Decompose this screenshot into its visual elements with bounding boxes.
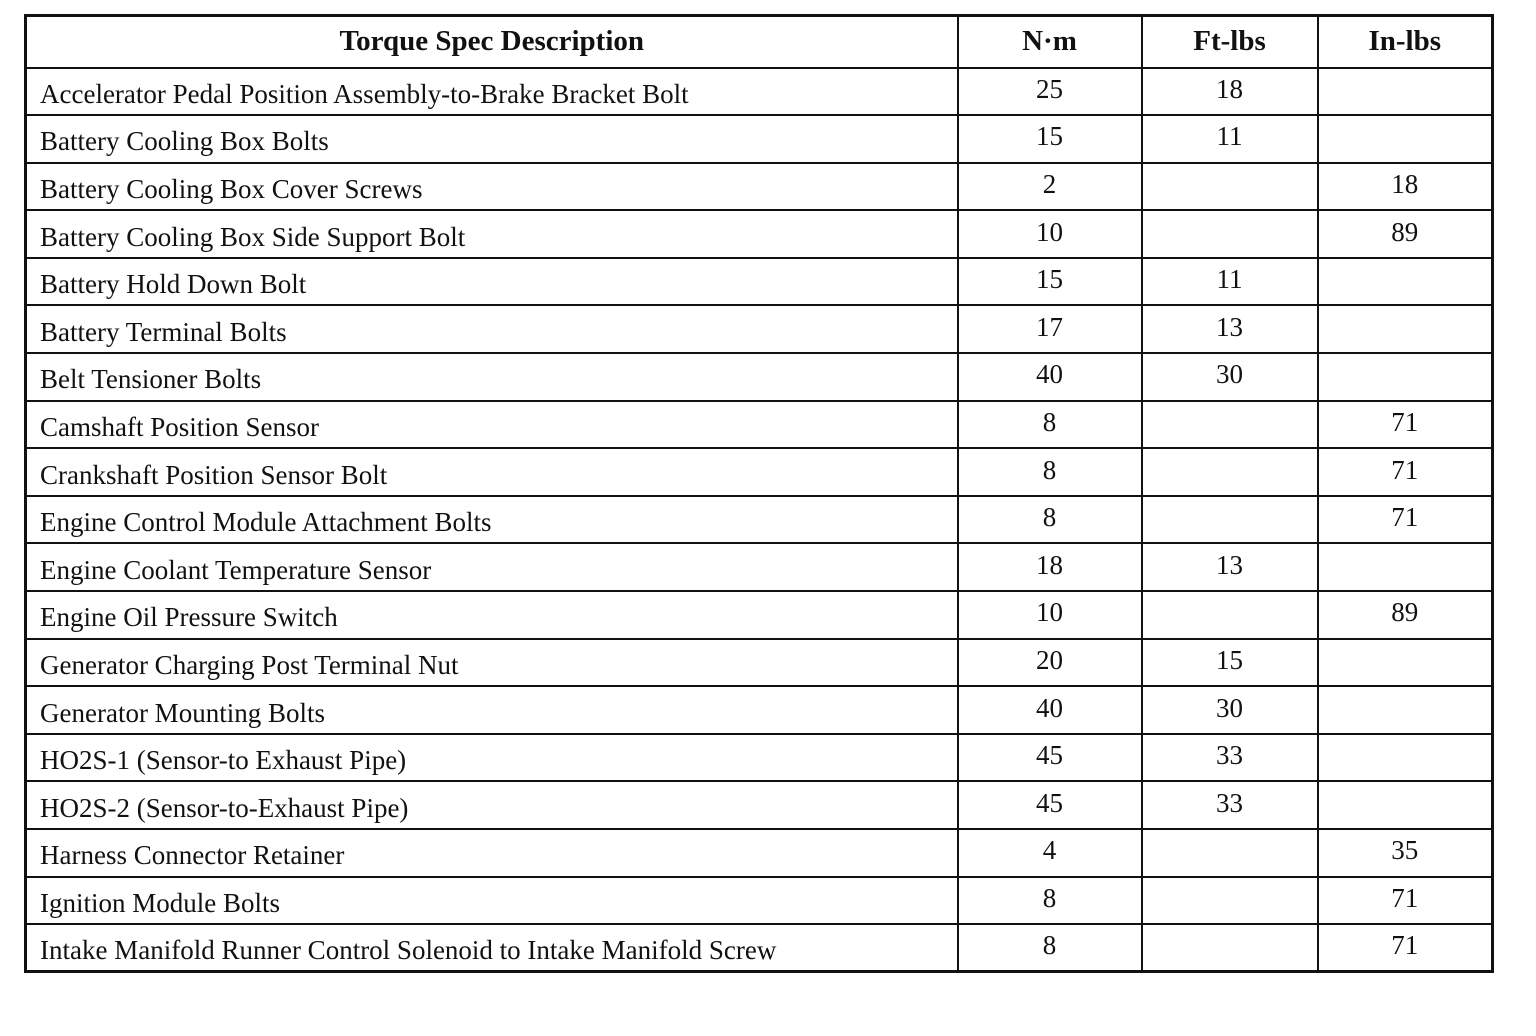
cell-ftlbs: 18 (1142, 68, 1318, 116)
cell-nm: 8 (958, 877, 1142, 925)
header-row (26, 16, 1493, 68)
cell-inlbs (1318, 258, 1493, 306)
cell-inlbs: 71 (1318, 924, 1493, 972)
cell-ftlbs (1142, 924, 1318, 972)
cell-description: Belt Tensioner Bolts (26, 353, 958, 401)
cell-inlbs (1318, 686, 1493, 734)
cell-description: HO2S-1 (Sensor-to Exhaust Pipe) (26, 734, 958, 782)
cell-description: HO2S-2 (Sensor-to-Exhaust Pipe) (26, 781, 958, 829)
cell-inlbs: 89 (1318, 591, 1493, 639)
table-row (26, 401, 1493, 449)
cell-nm: 15 (958, 258, 1142, 306)
cell-inlbs: 71 (1318, 401, 1493, 449)
cell-ftlbs (1142, 448, 1318, 496)
cell-nm: 4 (958, 829, 1142, 877)
table-row (26, 115, 1493, 163)
cell-description: Battery Hold Down Bolt (26, 258, 958, 306)
table-row (26, 781, 1493, 829)
torque-spec-table (24, 14, 1494, 973)
cell-inlbs: 71 (1318, 448, 1493, 496)
cell-ftlbs (1142, 829, 1318, 877)
cell-inlbs (1318, 305, 1493, 353)
table-row (26, 305, 1493, 353)
cell-description: Intake Manifold Runner Control Solenoid to Intake Manifold Screw (26, 924, 958, 972)
table-row (26, 639, 1493, 687)
header-description: Torque Spec Description (26, 16, 958, 68)
cell-ftlbs: 11 (1142, 258, 1318, 306)
cell-nm: 40 (958, 686, 1142, 734)
table-row (26, 686, 1493, 734)
cell-nm: 8 (958, 448, 1142, 496)
cell-inlbs: 18 (1318, 163, 1493, 211)
cell-nm: 8 (958, 401, 1142, 449)
cell-ftlbs: 30 (1142, 353, 1318, 401)
cell-description: Engine Coolant Temperature Sensor (26, 543, 958, 591)
cell-ftlbs (1142, 210, 1318, 258)
cell-description: Ignition Module Bolts (26, 877, 958, 925)
cell-nm: 10 (958, 210, 1142, 258)
table-row (26, 448, 1493, 496)
cell-inlbs: 71 (1318, 496, 1493, 544)
cell-nm: 18 (958, 543, 1142, 591)
cell-nm: 20 (958, 639, 1142, 687)
cell-ftlbs: 33 (1142, 781, 1318, 829)
cell-nm: 40 (958, 353, 1142, 401)
table-row (26, 543, 1493, 591)
cell-inlbs (1318, 353, 1493, 401)
cell-nm: 45 (958, 781, 1142, 829)
cell-description: Camshaft Position Sensor (26, 401, 958, 449)
cell-inlbs (1318, 543, 1493, 591)
table-row (26, 163, 1493, 211)
header-ftlbs: Ft-lbs (1142, 16, 1318, 68)
cell-description: Battery Cooling Box Cover Screws (26, 163, 958, 211)
cell-inlbs (1318, 115, 1493, 163)
table-row (26, 496, 1493, 544)
cell-ftlbs: 33 (1142, 734, 1318, 782)
cell-nm: 17 (958, 305, 1142, 353)
cell-description: Engine Oil Pressure Switch (26, 591, 958, 639)
cell-inlbs: 89 (1318, 210, 1493, 258)
table-row (26, 68, 1493, 116)
cell-ftlbs: 13 (1142, 305, 1318, 353)
cell-nm: 8 (958, 496, 1142, 544)
cell-description: Crankshaft Position Sensor Bolt (26, 448, 958, 496)
cell-description: Battery Cooling Box Bolts (26, 115, 958, 163)
table-row (26, 353, 1493, 401)
table-row (26, 591, 1493, 639)
table-row (26, 258, 1493, 306)
table-row (26, 829, 1493, 877)
cell-ftlbs (1142, 496, 1318, 544)
table-row (26, 877, 1493, 925)
cell-inlbs: 35 (1318, 829, 1493, 877)
cell-ftlbs: 13 (1142, 543, 1318, 591)
cell-ftlbs (1142, 591, 1318, 639)
cell-ftlbs (1142, 877, 1318, 925)
table-row (26, 210, 1493, 258)
cell-nm: 8 (958, 924, 1142, 972)
cell-nm: 10 (958, 591, 1142, 639)
cell-description: Battery Terminal Bolts (26, 305, 958, 353)
cell-nm: 25 (958, 68, 1142, 116)
header-inlbs: In-lbs (1318, 16, 1493, 68)
cell-nm: 45 (958, 734, 1142, 782)
cell-description: Generator Charging Post Terminal Nut (26, 639, 958, 687)
cell-description: Engine Control Module Attachment Bolts (26, 496, 958, 544)
cell-ftlbs (1142, 401, 1318, 449)
cell-description: Accelerator Pedal Position Assembly-to-Brake Bracket Bolt (26, 68, 958, 116)
cell-inlbs: 71 (1318, 877, 1493, 925)
cell-inlbs (1318, 734, 1493, 782)
cell-inlbs (1318, 781, 1493, 829)
cell-ftlbs (1142, 163, 1318, 211)
cell-description: Battery Cooling Box Side Support Bolt (26, 210, 958, 258)
cell-description: Harness Connector Retainer (26, 829, 958, 877)
cell-nm: 15 (958, 115, 1142, 163)
cell-ftlbs: 15 (1142, 639, 1318, 687)
table-row (26, 734, 1493, 782)
cell-nm: 2 (958, 163, 1142, 211)
cell-ftlbs: 30 (1142, 686, 1318, 734)
table-header (26, 16, 1493, 68)
table-body (26, 68, 1493, 972)
cell-inlbs (1318, 68, 1493, 116)
table-row (26, 924, 1493, 972)
cell-description: Generator Mounting Bolts (26, 686, 958, 734)
cell-ftlbs: 11 (1142, 115, 1318, 163)
header-nm: N·m (958, 16, 1142, 68)
cell-inlbs (1318, 639, 1493, 687)
